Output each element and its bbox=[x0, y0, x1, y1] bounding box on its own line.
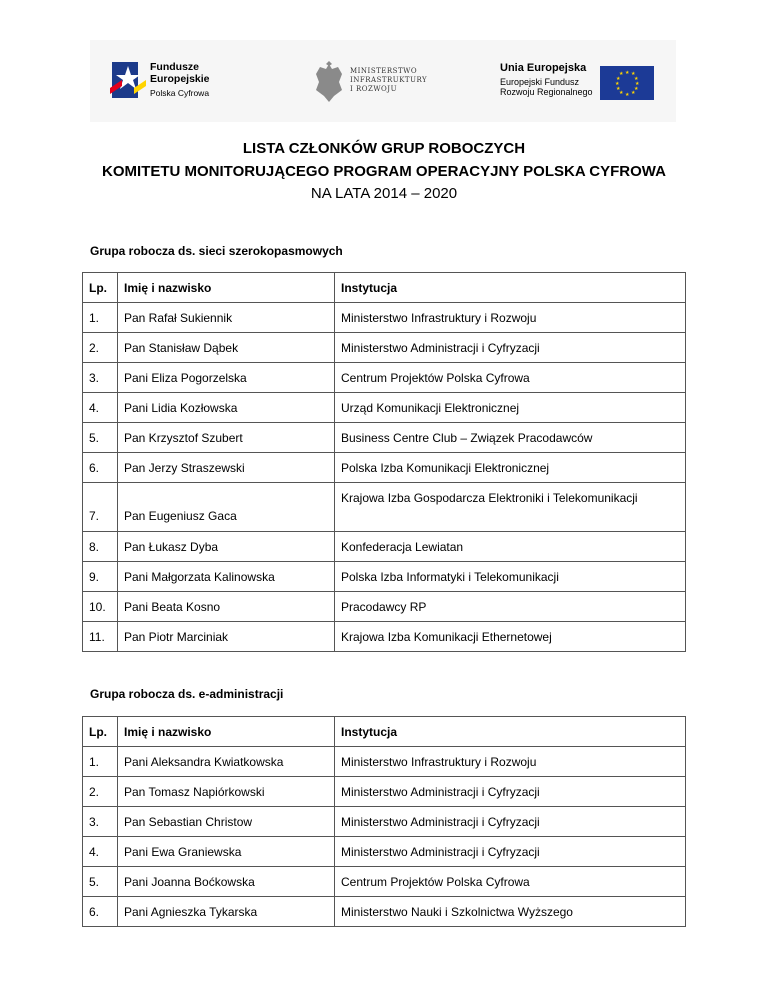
row-lp: 5. bbox=[83, 867, 118, 897]
row-institution: Pracodawcy RP bbox=[335, 592, 686, 622]
row-institution: Centrum Projektów Polska Cyfrowa bbox=[335, 867, 686, 897]
svg-text:★: ★ bbox=[634, 76, 639, 82]
row-name: Pani Joanna Boćkowska bbox=[118, 867, 335, 897]
table-row bbox=[83, 897, 686, 927]
row-name: Pan Jerzy Straszewski bbox=[118, 453, 335, 483]
row-name: Pani Aleksandra Kwiatkowska bbox=[118, 747, 335, 777]
row-name: Pani Ewa Graniewska bbox=[118, 837, 335, 867]
group-title-broadband: Grupa robocza ds. sieci szerokopasmowych bbox=[90, 244, 343, 258]
table-header-row bbox=[83, 273, 686, 303]
fe-logo-text bbox=[150, 62, 210, 100]
eu-line3: Rozwoju Regionalnego bbox=[500, 87, 593, 97]
row-institution: Ministerstwo Infrastruktury i Rozwoju bbox=[335, 303, 686, 333]
fe-logo-line3: Polska Cyfrowa bbox=[150, 88, 210, 98]
row-name: Pan Sebastian Christow bbox=[118, 807, 335, 837]
svg-text:★: ★ bbox=[631, 90, 636, 96]
row-lp: 1. bbox=[83, 747, 118, 777]
eu-line1: Unia Europejska bbox=[500, 62, 587, 74]
table-row bbox=[83, 562, 686, 592]
table-header-row bbox=[83, 717, 686, 747]
row-lp: 10. bbox=[83, 592, 118, 622]
row-name: Pani Lidia Kozłowska bbox=[118, 393, 335, 423]
row-name: Pan Rafał Sukiennik bbox=[118, 303, 335, 333]
row-institution: Business Centre Club – Związek Pracodawców bbox=[335, 423, 686, 453]
row-lp: 4. bbox=[83, 837, 118, 867]
row-lp: 4. bbox=[83, 393, 118, 423]
fe-logo-line1: Fundusze bbox=[150, 61, 199, 73]
svg-text:★: ★ bbox=[625, 92, 630, 98]
svg-text:★: ★ bbox=[616, 76, 621, 82]
row-lp: 7. bbox=[83, 483, 118, 532]
row-lp: 8. bbox=[83, 532, 118, 562]
table-row bbox=[83, 837, 686, 867]
table-row bbox=[83, 423, 686, 453]
eagle-icon bbox=[312, 60, 346, 104]
row-institution: Urząd Komunikacji Elektronicznej bbox=[335, 393, 686, 423]
ministry-line3: I ROZWOJU bbox=[350, 85, 398, 93]
table-row bbox=[83, 622, 686, 652]
row-institution: Ministerstwo Administracji i Cyfryzacji bbox=[335, 777, 686, 807]
svg-text:★: ★ bbox=[631, 71, 636, 77]
svg-text:★: ★ bbox=[615, 81, 620, 87]
row-lp: 11. bbox=[83, 622, 118, 652]
row-institution: Krajowa Izba Komunikacji Ethernetowej bbox=[335, 622, 686, 652]
row-name: Pan Eugeniusz Gaca bbox=[118, 483, 335, 532]
row-name: Pan Łukasz Dyba bbox=[118, 532, 335, 562]
table-row bbox=[83, 592, 686, 622]
table-row bbox=[83, 867, 686, 897]
svg-text:★: ★ bbox=[619, 71, 624, 77]
row-lp: 3. bbox=[83, 363, 118, 393]
row-institution: Ministerstwo Administracji i Cyfryzacji bbox=[335, 837, 686, 867]
table-row bbox=[83, 333, 686, 363]
row-institution: Polska Izba Komunikacji Elektronicznej bbox=[335, 453, 686, 483]
row-institution: Ministerstwo Infrastruktury i Rozwoju bbox=[335, 747, 686, 777]
eu-logo-text bbox=[500, 63, 593, 98]
row-institution: Krajowa Izba Gospodarcza Elektroniki i Telekomunikacji bbox=[335, 483, 686, 532]
row-name: Pani Beata Kosno bbox=[118, 592, 335, 622]
row-name: Pani Agnieszka Tykarska bbox=[118, 897, 335, 927]
table-row bbox=[83, 453, 686, 483]
header-institution: Instytucja bbox=[335, 273, 686, 303]
row-name: Pani Małgorzata Kalinowska bbox=[118, 562, 335, 592]
table-row bbox=[83, 483, 686, 532]
ministry-line1: MINISTERSTWO bbox=[350, 67, 418, 75]
header-institution: Instytucja bbox=[335, 717, 686, 747]
row-name: Pani Eliza Pogorzelska bbox=[118, 363, 335, 393]
row-lp: 3. bbox=[83, 807, 118, 837]
document-title-line3: NA LATA 2014 – 2020 bbox=[310, 185, 458, 202]
row-institution: Ministerstwo Nauki i Szkolnictwa Wyższego bbox=[335, 897, 686, 927]
table-row bbox=[83, 303, 686, 333]
ministry-line2: INFRASTRUKTURY bbox=[350, 76, 428, 84]
row-lp: 5. bbox=[83, 423, 118, 453]
table-row bbox=[83, 363, 686, 393]
document-title-line2: KOMITETU MONITORUJĄCEGO PROGRAM OPERACYJNY POLSKA CYFROWA bbox=[102, 163, 666, 180]
document-title-line1: LISTA CZŁONKÓW GRUP ROBOCZYCH bbox=[242, 140, 526, 157]
table-row bbox=[83, 532, 686, 562]
row-institution: Polska Izba Informatyki i Telekomunikacji bbox=[335, 562, 686, 592]
row-name: Pan Stanisław Dąbek bbox=[118, 333, 335, 363]
row-lp: 1. bbox=[83, 303, 118, 333]
row-name: Pan Tomasz Napiórkowski bbox=[118, 777, 335, 807]
svg-text:★: ★ bbox=[625, 70, 630, 76]
fundusze-europejskie-logo bbox=[108, 58, 258, 104]
e-administration-group-table bbox=[82, 716, 686, 927]
svg-text:★: ★ bbox=[634, 86, 639, 92]
eu-flag-icon bbox=[600, 66, 654, 100]
table-row bbox=[83, 777, 686, 807]
ministry-logo bbox=[312, 60, 452, 104]
table-row bbox=[83, 747, 686, 777]
row-lp: 6. bbox=[83, 897, 118, 927]
eu-logo bbox=[500, 60, 660, 104]
fe-star-icon bbox=[108, 58, 148, 102]
header-name: Imię i nazwisko bbox=[118, 273, 335, 303]
row-name: Pan Piotr Marciniak bbox=[118, 622, 335, 652]
row-lp: 2. bbox=[83, 777, 118, 807]
table-row bbox=[83, 807, 686, 837]
svg-text:★: ★ bbox=[619, 90, 624, 96]
row-institution: Konfederacja Lewiatan bbox=[335, 532, 686, 562]
row-institution: Ministerstwo Administracji i Cyfryzacji bbox=[335, 333, 686, 363]
header-name: Imię i nazwisko bbox=[118, 717, 335, 747]
row-lp: 2. bbox=[83, 333, 118, 363]
row-name: Pan Krzysztof Szubert bbox=[118, 423, 335, 453]
svg-text:★: ★ bbox=[635, 81, 640, 87]
broadband-group-table bbox=[82, 272, 686, 652]
row-institution: Centrum Projektów Polska Cyfrowa bbox=[335, 363, 686, 393]
ministry-logo-text bbox=[350, 67, 427, 94]
table-row bbox=[83, 393, 686, 423]
svg-text:★: ★ bbox=[616, 86, 621, 92]
eu-line2: Europejski Fundusz bbox=[500, 76, 580, 87]
row-lp: 9. bbox=[83, 562, 118, 592]
header-lp: Lp. bbox=[83, 273, 118, 303]
row-institution: Ministerstwo Administracji i Cyfryzacji bbox=[335, 807, 686, 837]
group-title-e-administration: Grupa robocza ds. e-administracji bbox=[90, 687, 284, 701]
row-lp: 6. bbox=[83, 453, 118, 483]
fe-logo-line2: Europejskie bbox=[150, 72, 210, 85]
header-lp: Lp. bbox=[83, 717, 118, 747]
